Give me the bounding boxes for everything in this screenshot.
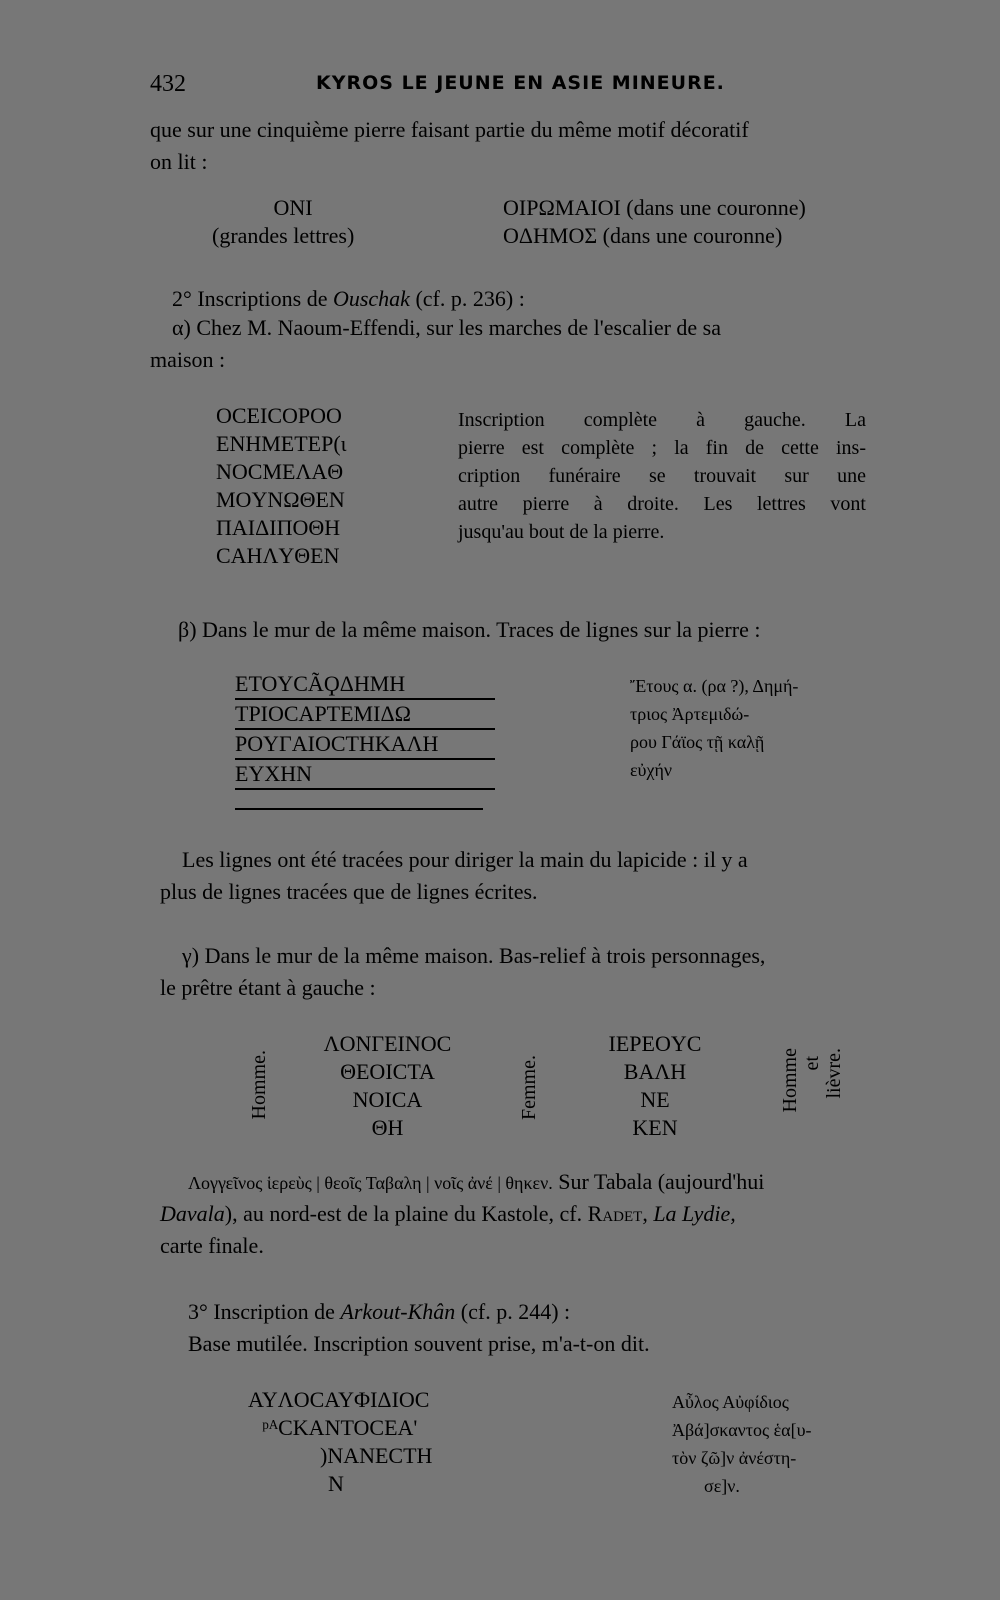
running-title: KYROS LE JEUNE EN ASIE MINEURE. bbox=[316, 72, 725, 94]
inscription-line: MOYNΩΘEN bbox=[216, 487, 345, 512]
figure-woman-label: Femme. bbox=[518, 1055, 540, 1120]
section-2-ref: (cf. p. 236) : bbox=[415, 286, 525, 311]
inscription-line: NOICA bbox=[352, 1087, 423, 1112]
inscription-line: NE bbox=[640, 1087, 670, 1112]
gamma-column-2 bbox=[595, 1030, 715, 1142]
section-3-ref: (cf. p. 244) : bbox=[460, 1299, 571, 1324]
note-line: Inscription complète à gauche. La bbox=[458, 409, 866, 431]
gamma-comment: Sur Tabala (aujourd'hui bbox=[552, 1169, 765, 1194]
inscription-line: BAΛH bbox=[623, 1059, 687, 1084]
transcription-line: εὐχήν bbox=[630, 760, 673, 780]
gamma-comment-2: ), au nord-est de la plaine du Kastole, cf. bbox=[224, 1201, 583, 1226]
beta-marker: β) bbox=[178, 617, 197, 642]
first-inscription-right-line-1: OIPΩMAIOI (dans une couronne) bbox=[503, 195, 806, 220]
figure-man-label: Homme. bbox=[248, 1050, 270, 1120]
inscription-line: AYΛOCAYΦIΔIOC bbox=[248, 1387, 430, 1412]
beta-after-line-1: Les lignes ont été tracées pour diriger la main du lapicide : il y a bbox=[182, 847, 748, 872]
inscription-line: ENHMETEP(ι bbox=[216, 431, 347, 456]
empty-traced-line bbox=[235, 808, 483, 810]
section-2-number: 2° bbox=[172, 286, 192, 311]
gamma-transcription-line-2: Davala), au nord-est de la plaine du Kastole, cf. Radet, La Lydie, bbox=[160, 1201, 736, 1226]
inscription-line: NOCMEΛAΘ bbox=[216, 459, 344, 484]
gamma-line-2: le prêtre étant à gauche : bbox=[160, 975, 376, 1000]
beta-text: Dans le mur de la même maison. Traces de lignes sur la pierre : bbox=[202, 617, 761, 642]
first-inscription-text: ONI bbox=[273, 195, 313, 220]
alpha-note bbox=[458, 406, 866, 546]
inscription-line: TPIOCAPTEMIΔΩ bbox=[235, 700, 495, 730]
section-2-heading bbox=[172, 283, 525, 315]
intro-line-1: que sur une cinquième pierre faisant partie du même motif décoratif bbox=[150, 117, 749, 142]
inscription-line: OCEICOPOO bbox=[216, 403, 342, 428]
inscription-line: POYΓAIOCTHKAΛH bbox=[235, 730, 495, 760]
section-3-lead: Inscription de bbox=[213, 1299, 335, 1324]
section-3-number: 3° bbox=[188, 1299, 208, 1324]
gamma-transcription-line-3: carte finale. bbox=[160, 1233, 264, 1258]
note-line: pierre est complète ; la fin de cette ins- bbox=[458, 437, 866, 459]
figure-man-hare-label-3: lièvre. bbox=[823, 1048, 845, 1099]
page-number: 432 bbox=[150, 71, 186, 97]
inscription-line: ETOYCÃϘΔHMH bbox=[235, 670, 495, 700]
inscription-line: EYXHN bbox=[235, 760, 495, 790]
alpha-line-1 bbox=[172, 312, 721, 344]
section-2-lead: Inscriptions de bbox=[197, 286, 328, 311]
inscription-line: KEN bbox=[632, 1115, 678, 1140]
alpha-text: Chez M. Naoum-Effendi, sur les marches de l'escalier de sa bbox=[196, 315, 722, 340]
section-3-place: Arkout-Khân bbox=[340, 1299, 456, 1324]
first-inscription-note: (grandes lettres) bbox=[212, 223, 355, 248]
alpha-inscription bbox=[216, 402, 347, 570]
figure-man-hare-label-1: Homme bbox=[779, 1048, 801, 1113]
inscription-line: ΘH bbox=[371, 1115, 404, 1140]
section-3-heading bbox=[188, 1296, 570, 1328]
transcription-line: τὸν ζῶ]ν ἀνέστη- bbox=[672, 1448, 797, 1468]
first-inscription-right-line-2: OΔHMOΣ (dans une couronne) bbox=[503, 223, 783, 248]
transcription-line: τριος Ἀρτεμιδώ- bbox=[630, 704, 750, 724]
gamma-transcription-line-1 bbox=[188, 1166, 764, 1199]
section-3-inscription bbox=[248, 1386, 432, 1498]
note-line: autre pierre à droite. Les lettres vont bbox=[458, 493, 866, 515]
gamma-column-1 bbox=[310, 1030, 465, 1142]
beta-inscription bbox=[235, 670, 495, 790]
section-2-place: Ouschak bbox=[332, 286, 410, 311]
beta-transcription bbox=[630, 672, 798, 784]
note-line: cription funéraire se trouvait sur une bbox=[458, 465, 866, 487]
inscription-line: ΛONΓEINOC bbox=[323, 1031, 452, 1056]
inscription-line: N bbox=[328, 1471, 344, 1496]
inscription-line: )NANECTH bbox=[320, 1443, 433, 1468]
alpha-marker: α) bbox=[172, 315, 191, 340]
gamma-book-title: La Lydie, bbox=[653, 1201, 736, 1226]
inscription-line: IEPEOYC bbox=[608, 1031, 702, 1056]
beta-line bbox=[178, 614, 760, 646]
section-3-description: Base mutilée. Inscription souvent prise, m'a-t-on dit. bbox=[188, 1331, 650, 1356]
beta-after-line-2: plus de lignes tracées que de lignes écrites. bbox=[160, 879, 538, 904]
transcription-line: Ἔτους α. (ρα ?), Δημή- bbox=[630, 676, 799, 696]
inscription-line: ᵖᴬCKANTOCEA' bbox=[262, 1415, 418, 1440]
section-3-transcription bbox=[672, 1388, 812, 1500]
note-line: jusqu'au bout de la pierre. bbox=[458, 521, 665, 543]
gamma-text: Dans le mur de la même maison. Bas-relief à trois personnages, bbox=[204, 943, 766, 968]
gamma-greek-transcription: Λογγεῖνος ἱερεὺς | θεοῖς Ταβαλη | νοῖς ἀνέ | θηκεν. bbox=[188, 1173, 553, 1193]
intro-line-2: on lit : bbox=[150, 149, 208, 174]
figure-man-hare-label-2: et bbox=[801, 1056, 823, 1071]
inscription-line: ΠAIΔIΠOΘH bbox=[216, 515, 341, 540]
transcription-line: σε]ν. bbox=[704, 1476, 740, 1496]
alpha-line-2: maison : bbox=[150, 347, 226, 372]
gamma-marker: γ) bbox=[182, 943, 200, 968]
transcription-line: Ἀβά]σκαντος ἑα[υ- bbox=[672, 1420, 812, 1440]
inscription-line: ΘEOICTA bbox=[340, 1059, 435, 1084]
inscription-line: CAHΛYΘEN bbox=[216, 543, 340, 568]
gamma-line-1 bbox=[182, 940, 765, 972]
transcription-line: ρου Γάϊος τῇ καλῇ bbox=[630, 732, 765, 752]
transcription-line: Αὖλος Αὐφίδιος bbox=[672, 1392, 789, 1412]
gamma-place: Davala bbox=[160, 1201, 225, 1226]
gamma-author: Radet bbox=[587, 1201, 643, 1226]
